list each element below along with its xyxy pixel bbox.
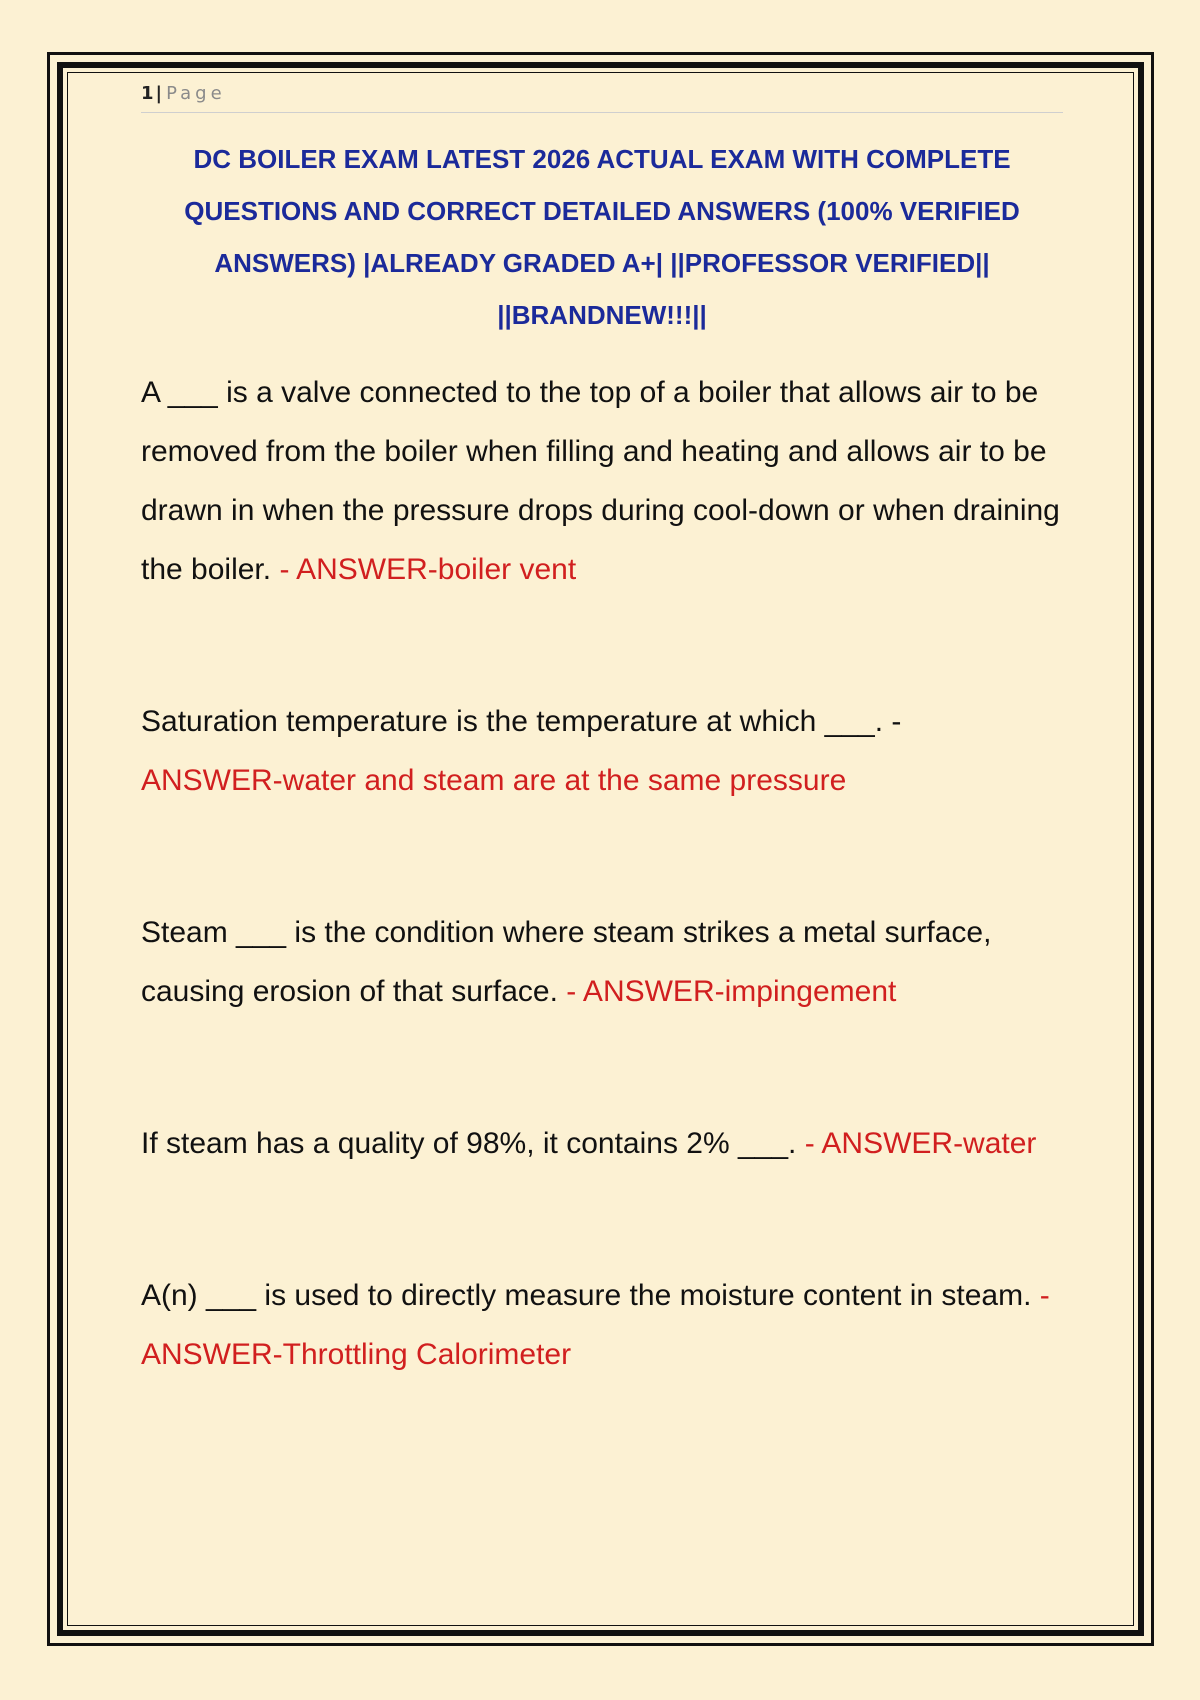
page-content [141, 80, 1063, 1384]
page-label: Page [166, 83, 226, 104]
qa-item [141, 692, 1063, 810]
question-text: If steam has a quality of 98%, it contains 2% ___. [141, 1127, 797, 1160]
page-number: 1 [141, 83, 154, 104]
question-text: Steam ___ is the condition where steam strikes a metal surface, causing erosion of that surface. [141, 916, 992, 1008]
question-text: A ___ is a valve connected to the top of a boiler that allows air to be removed from the boiler when filling and heating and allows air to be drawn in when the pressure drops during cool-down or when draining the boiler. [141, 376, 1060, 586]
qa-item [141, 903, 1063, 1021]
page-header [141, 80, 1063, 113]
spacer [141, 810, 1063, 903]
spacer [141, 1021, 1063, 1114]
question-text: A(n) ___ is used to directly measure the moisture content in steam. [141, 1279, 1032, 1312]
answer-text: - ANSWER-boiler vent [279, 553, 577, 586]
qa-item [141, 363, 1063, 599]
page-separator: | [155, 83, 163, 104]
qa-item [141, 1266, 1063, 1384]
answer-text: - ANSWER-water [804, 1127, 1037, 1160]
question-text: Saturation temperature is the temperature at which ___. - [141, 705, 902, 738]
document-title: DC BOILER EXAM LATEST 2026 ACTUAL EXAM WITH COMPLETE QUESTIONS AND CORRECT DETAILED ANSWERS (100% VERIFIED ANSWERS) |ALREADY GRADED A+| ||PROFESSOR VERIFIED|| ||BRANDNEW!!!|| [184, 144, 1020, 330]
spacer [141, 1173, 1063, 1266]
answer-text: ANSWER-water and steam are at the same pressure [141, 764, 847, 797]
answer-text: - ANSWER-Throttling Calorimeter [141, 1279, 1050, 1371]
spacer [141, 599, 1063, 692]
qa-item [141, 1114, 1063, 1173]
answer-text: - ANSWER-impingement [566, 975, 897, 1008]
